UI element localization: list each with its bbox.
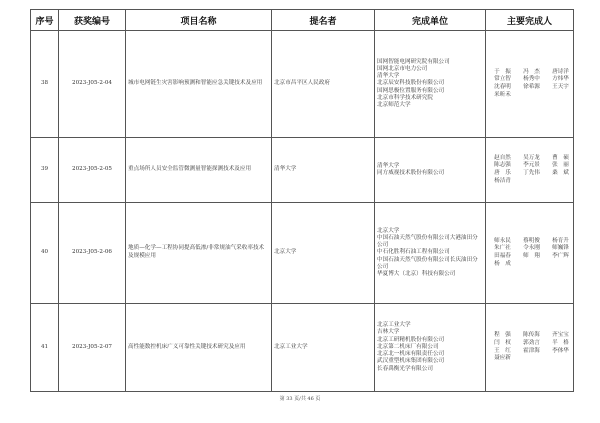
person-name: 徐希源 — [523, 84, 540, 90]
unit-item: 长春禹衡光学有限公司 — [377, 365, 433, 372]
person-name: 师巍锋 — [552, 245, 569, 252]
row-persons — [486, 203, 574, 304]
person-name: 朱广社 — [494, 245, 511, 252]
table-row — [31, 304, 574, 392]
header-award-id: 获奖编号 — [59, 10, 126, 31]
person-name: 张 丽 — [552, 162, 569, 169]
row-seq: 40 — [31, 203, 59, 304]
person-name: 闫 权 — [494, 339, 511, 346]
row-nominator: 北京大学 — [272, 203, 375, 304]
unit-item: 中国石油天然气股份有限公司大港油田分公司 — [377, 234, 478, 249]
person-name: 赵自然 — [494, 154, 511, 161]
row-units — [375, 304, 486, 392]
unit-item: 中国石油天然气股份有限公司长庆油田分公司 — [377, 256, 478, 270]
table-header — [31, 10, 574, 31]
table-row — [31, 31, 574, 138]
person-name: 米昕禾 — [494, 91, 511, 98]
person-name: 于 振 — [494, 68, 511, 75]
person-name: 唐 乐 — [494, 170, 511, 176]
person-name: 郭劲言 — [523, 339, 540, 346]
row-seq: 39 — [31, 138, 59, 203]
unit-item: 清华大学 — [377, 162, 400, 169]
unit-item: 北京市科学技术研究院 — [377, 94, 433, 101]
header-row — [31, 10, 574, 31]
row-seq: 38 — [31, 31, 59, 138]
person-name: 李元景 — [523, 162, 540, 169]
person-name: 王天宇 — [552, 84, 569, 90]
row-units — [375, 138, 486, 203]
unit-item: 北京辰安科技股份有限公司 — [377, 80, 445, 87]
person-name: 聂应新 — [494, 355, 511, 362]
row-award-id: 2023-J05-2-04 — [59, 31, 126, 138]
unit-item: 北京北一机床有限责任公司 — [377, 351, 445, 358]
person-name: 齐宝宝 — [552, 332, 569, 339]
person-name: 师 翔 — [523, 253, 540, 259]
person-name: 半 格 — [552, 339, 569, 346]
person-name: 霍津海 — [523, 347, 540, 354]
row-persons — [486, 304, 574, 392]
row-nominator: 清华大学 — [272, 138, 375, 203]
person-name: 李体华 — [552, 347, 569, 354]
row-project: 城市电网链生灾害影响预测和智能应急关键技术及应用 — [126, 31, 272, 138]
header-nominator: 提名者 — [272, 10, 375, 31]
header-project: 项目名称 — [126, 10, 272, 31]
person-name: 冯 杰 — [523, 68, 540, 75]
person-name: 师永民 — [494, 237, 511, 244]
header-persons: 主要完成人 — [486, 10, 574, 31]
unit-item: 北京大学 — [377, 227, 400, 234]
awards-table — [30, 9, 574, 392]
unit-item: 北京工研精机股份有限公司 — [377, 336, 445, 343]
unit-item: 华夏博大（北京）科技有限公司 — [377, 271, 456, 278]
person-name: 常立智 — [494, 76, 511, 83]
person-name: 陈志强 — [494, 162, 511, 169]
person-name: 唐诗洋 — [552, 68, 569, 75]
person-name: 沈春明 — [494, 84, 511, 90]
row-award-id: 2023-J05-2-05 — [59, 138, 126, 203]
page-number: 第 33 页/共 46 页 — [279, 396, 321, 402]
table-row — [31, 138, 574, 203]
unit-item: 中石化胜利石油工程有限公司 — [377, 249, 450, 256]
header-seq: 序号 — [31, 10, 59, 31]
row-persons — [486, 138, 574, 203]
unit-item: 吉林大学 — [377, 329, 400, 336]
person-name: 王 红 — [494, 347, 511, 354]
person-name: 程 强 — [494, 332, 511, 339]
person-name: 桑 斌 — [552, 170, 569, 176]
row-project: 高性能数控机床广义可靠性关键技术研究及应用 — [126, 304, 272, 392]
person-name: 陈传海 — [523, 332, 540, 339]
unit-item: 国网北京市电力公司 — [377, 65, 428, 72]
row-seq: 41 — [31, 304, 59, 392]
person-name: 李广辉 — [552, 253, 569, 259]
person-name: 杨秀中 — [523, 76, 540, 83]
person-name: 曹 硕 — [552, 154, 569, 161]
row-project: 重点场所人员安全监管微测量智能探测技术及应用 — [126, 138, 272, 203]
row-award-id: 2023-J05-2-06 — [59, 203, 126, 304]
person-name: 杨 成 — [494, 260, 511, 267]
row-persons — [486, 31, 574, 138]
row-project: 地质—化学—工程协同提高低渗/非常规油气采收率技术及规模应用 — [126, 203, 272, 304]
unit-item: 清华大学 — [377, 73, 400, 80]
unit-item: 北京工业大学 — [377, 322, 411, 329]
unit-item: 北京第二机床厂有限公司 — [377, 343, 439, 350]
unit-item: 武汉重型机床集团有限公司 — [377, 358, 445, 365]
header-units: 完成单位 — [375, 10, 486, 31]
person-name: 方炜华 — [552, 76, 569, 83]
row-nominator: 北京工业大学 — [272, 304, 375, 392]
unit-item: 北京师范大学 — [377, 102, 411, 109]
person-name: 令永刚 — [523, 245, 540, 252]
unit-item: 同方威视技术股份有限公司 — [377, 170, 445, 176]
person-name: 田福春 — [494, 253, 511, 259]
person-name: 蔡明俊 — [523, 237, 540, 244]
person-name: 丁先伟 — [523, 170, 540, 176]
table-row — [31, 203, 574, 304]
person-name: 杨育升 — [552, 237, 569, 244]
person-name: 杨洁青 — [494, 177, 511, 184]
row-units — [375, 31, 486, 138]
row-nominator: 北京市昌平区人民政府 — [272, 31, 375, 138]
row-award-id: 2023-J05-2-07 — [59, 304, 126, 392]
unit-item: 国网思极位置服务有限公司 — [377, 87, 445, 94]
row-units — [375, 203, 486, 304]
person-name: 吴万龙 — [523, 154, 540, 161]
unit-item: 国网智能电网研究院有限公司 — [377, 58, 450, 65]
